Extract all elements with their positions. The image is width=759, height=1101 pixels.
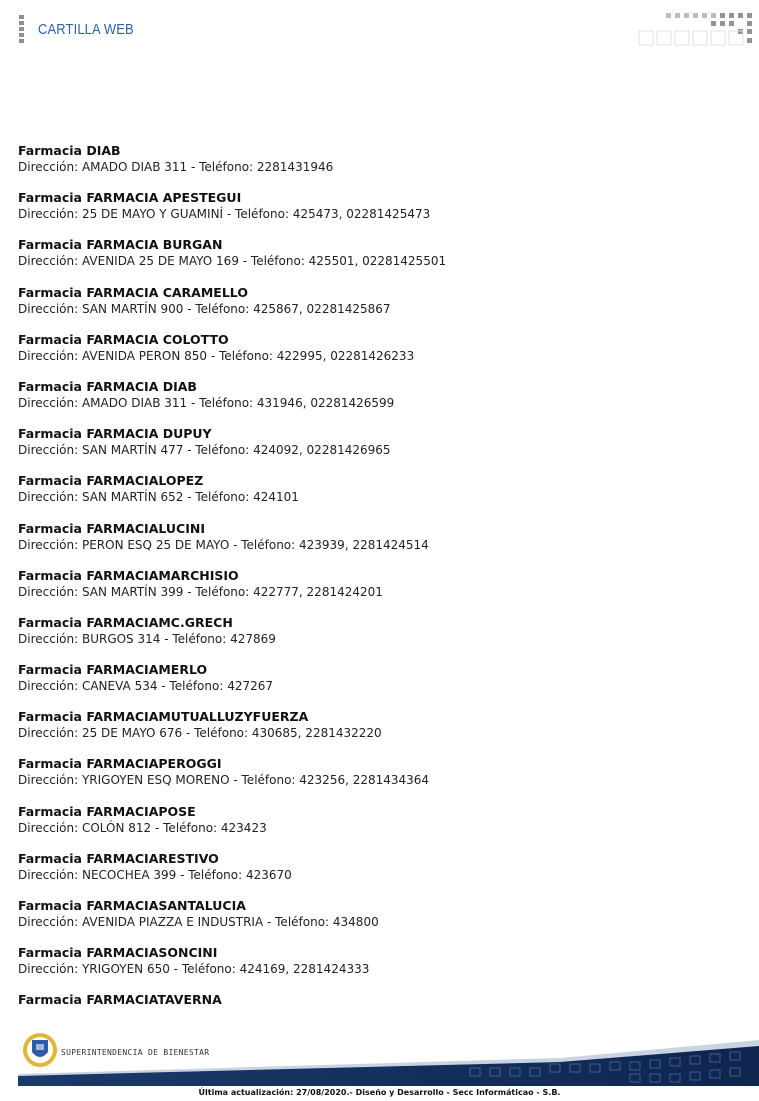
- pharmacy-name: Farmacia FARMACIALOPEZ: [18, 473, 204, 489]
- footer-credits: Última actualización: 27/08/2020.- Diseño y Desarrollo - Secc Informáticao - S.B.: [198, 1088, 561, 1097]
- pharmacy-name: Farmacia FARMACIAPEROGGI: [18, 756, 222, 772]
- pharmacy-address: Dirección: SAN MARTÍN 652 - Teléfono: 424101: [18, 490, 299, 505]
- superintendencia-logo-icon: [22, 1032, 58, 1068]
- pharmacy-name: Farmacia FARMACIA BURGAN: [18, 237, 223, 253]
- pharmacy-name: Farmacia FARMACIAMUTUALLUZYFUERZA: [18, 709, 309, 725]
- pharmacy-address: Dirección: SAN MARTÍN 900 - Teléfono: 425867, 02281425867: [18, 301, 391, 316]
- pharmacy-name: Farmacia FARMACIA COLOTTO: [18, 331, 229, 347]
- pharmacy-address: Dirección: CANEVA 534 - Teléfono: 427267: [18, 679, 274, 694]
- pharmacy-entry: [18, 425, 738, 472]
- header-decoration: [636, 11, 759, 47]
- pharmacy-name: Farmacia FARMACIA CARAMELLO: [18, 284, 248, 300]
- pharmacy-address: Dirección: PERON ESQ 25 DE MAYO - Teléfono: 423939, 2281424514: [18, 537, 429, 552]
- pharmacy-entry: [18, 661, 738, 708]
- pharmacy-entry: [18, 755, 738, 802]
- header-logo-bar: [19, 15, 24, 45]
- pharmacy-entry: [18, 472, 738, 519]
- pharmacy-name: Farmacia FARMACIAMERLO: [18, 662, 208, 678]
- pharmacy-entry: [18, 236, 738, 283]
- pharmacy-entry: [18, 189, 738, 236]
- pharmacy-address: Dirección: AMADO DIAB 311 - Teléfono: 2281431946: [18, 160, 334, 174]
- pharmacy-address: Dirección: SAN MARTÍN 399 - Teléfono: 422777, 2281424201: [18, 584, 383, 599]
- pharmacy-name: Farmacia FARMACIARESTIVO: [18, 850, 219, 866]
- pharmacy-address: Dirección: NECOCHEA 399 - Teléfono: 423670: [18, 867, 292, 882]
- pharmacy-list: [18, 142, 738, 1039]
- pharmacy-address: Dirección: AVENIDA PERON 850 - Teléfono: 422995, 02281426233: [18, 348, 415, 363]
- footer-org-name: SUPERINTENDENCIA DE BIENESTAR: [61, 1048, 210, 1057]
- pharmacy-address: Dirección: 25 DE MAYO Y GUAMINÍ - Teléfono: 425473, 02281425473: [18, 207, 431, 222]
- pharmacy-entry: [18, 142, 738, 189]
- pharmacy-name: Farmacia FARMACIALUCINI: [18, 520, 205, 536]
- pharmacy-address: Dirección: YRIGOYEN 650 - Teléfono: 424169, 2281424333: [18, 962, 370, 977]
- pharmacy-entry: [18, 284, 738, 331]
- pharmacy-address: Dirección: SAN MARTÍN 477 - Teléfono: 424092, 02281426965: [18, 443, 391, 458]
- pharmacy-entry: [18, 520, 738, 567]
- pharmacy-name: Farmacia FARMACIAMC.GRECH: [18, 614, 233, 630]
- pharmacy-entry: [18, 803, 738, 850]
- pharmacy-entry: [18, 850, 738, 897]
- pharmacy-address: Dirección: AVENIDA PIAZZA E INDUSTRIA - Teléfono: 434800: [18, 915, 379, 929]
- pharmacy-address: Dirección: AMADO DIAB 311 - Teléfono: 431946, 02281426599: [18, 395, 395, 410]
- pharmacy-name: Farmacia FARMACIA APESTEGUI: [18, 190, 242, 206]
- pharmacy-address: Dirección: 25 DE MAYO 676 - Teléfono: 430685, 2281432220: [18, 726, 382, 741]
- pharmacy-name: Farmacia FARMACIASONCINI: [18, 945, 218, 961]
- pharmacy-address: Dirección: AVENIDA 25 DE MAYO 169 - Teléfono: 425501, 02281425501: [18, 254, 447, 269]
- pharmacy-name: Farmacia DIAB: [18, 143, 121, 158]
- pharmacy-entry: [18, 567, 738, 614]
- pharmacy-name: Farmacia FARMACIAMARCHISIO: [18, 567, 239, 583]
- pharmacy-address: Dirección: COLÓN 812 - Teléfono: 423423: [18, 820, 267, 835]
- pharmacy-entry: [18, 378, 738, 425]
- pharmacy-entry: [18, 614, 738, 661]
- pharmacy-entry: [18, 331, 738, 378]
- pharmacy-entry: [18, 897, 738, 944]
- pharmacy-address: Dirección: YRIGOYEN ESQ MORENO - Teléfono: 423256, 2281434364: [18, 773, 430, 788]
- pharmacy-entry: [18, 708, 738, 755]
- page-title: CARTILLA WEB: [38, 21, 134, 38]
- pharmacy-name: Farmacia FARMACIA DUPUY: [18, 426, 212, 442]
- pharmacy-name: Farmacia FARMACIASANTALUCIA: [18, 898, 246, 913]
- pharmacy-name: Farmacia FARMACIA DIAB: [18, 378, 197, 394]
- pharmacy-address: Dirección: BURGOS 314 - Teléfono: 427869: [18, 631, 276, 646]
- pharmacy-name: Farmacia FARMACIAPOSE: [18, 803, 196, 819]
- pharmacy-name: Farmacia FARMACIATAVERNA: [18, 992, 222, 1008]
- pharmacy-entry: [18, 944, 738, 991]
